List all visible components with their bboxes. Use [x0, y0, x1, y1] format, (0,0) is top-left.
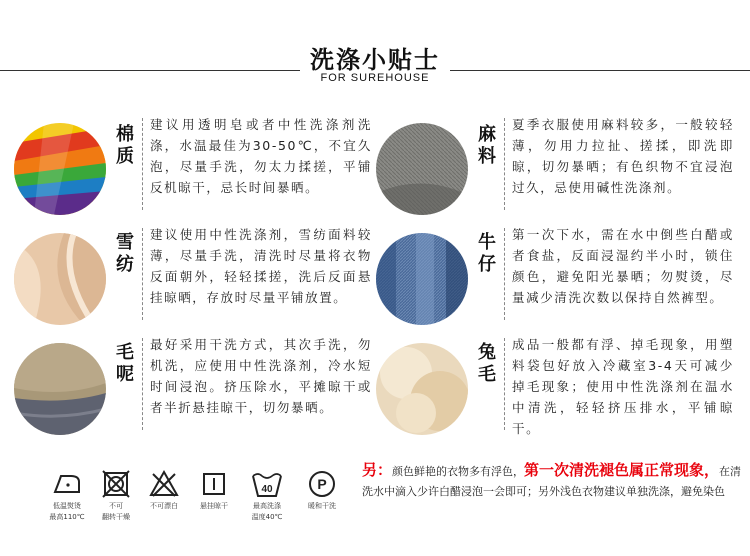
divider — [142, 338, 143, 430]
cotton-label: 棉质 — [116, 124, 134, 167]
wash-40-icon — [250, 468, 284, 500]
page-subtitle: FOR SUREHOUSE — [320, 72, 430, 84]
chiffon-swatch — [14, 233, 106, 325]
divider — [504, 118, 505, 210]
care-caption: 最高110℃ — [49, 513, 85, 521]
care-item-linen — [376, 118, 746, 223]
linen-description: 夏季衣服使用麻料较多，一般较轻薄，勿用力拉扯、搓揉，即洗即晾，切勿暴晒；有色织物不宜浸泡过久，忌使用碱性洗涤剂。 — [512, 117, 734, 195]
hang-dry-icon — [198, 468, 230, 500]
care-caption: 最高洗涤 — [253, 502, 281, 510]
care-symbol-iron — [40, 468, 94, 522]
wash-temp-badge: 40 — [261, 484, 273, 495]
care-symbol-no-tumble-dry — [96, 468, 136, 522]
care-caption: 暖和干洗 — [308, 502, 336, 510]
care-item-chiffon — [14, 228, 384, 333]
care-item-rabbit-fur — [376, 338, 746, 443]
rabbit-fur-description: 成品一般都有浮、掉毛现象，用塑料袋包好放入冷藏室3-4天可减少掉毛现象；使用中性洗涤剂在温水中清洗，轻轻挤压排水，平铺晾干。 — [512, 337, 734, 436]
rabbit-fur-label: 兔毛 — [478, 342, 496, 385]
note-highlight: 第一次清洗褪色属正常现象， — [524, 461, 720, 479]
wool-label: 毛呢 — [116, 342, 134, 385]
no-bleach-icon — [148, 468, 180, 500]
divider — [504, 338, 505, 430]
care-caption: 低温熨烫 — [53, 502, 81, 510]
iron-low-icon — [51, 468, 83, 500]
care-caption: 不可 — [109, 502, 123, 510]
no-tumble-dry-icon — [100, 468, 132, 500]
care-caption: 悬挂晾干 — [200, 502, 228, 510]
cotton-swatch — [14, 123, 106, 215]
care-item-denim — [376, 228, 746, 333]
rabbit-fur-swatch — [376, 343, 468, 435]
cotton-description: 建议用透明皂或者中性洗涤剂洗涤，水温最佳为30-50℃，不宜久泡，尽量手洗，勿太力揉搓，平铺反机晾干，忌长时间暴晒。 — [150, 117, 372, 195]
chiffon-description: 建议使用中性洗涤剂，雪纺面料较薄，尽量手洗，清洗时尽量将衣物反面朝外，轻轻揉搓，洗后反面悬挂晾晒，存放时尽量平铺放置。 — [150, 227, 372, 305]
divider — [504, 228, 505, 320]
denim-swatch — [376, 233, 468, 325]
linen-label: 麻料 — [478, 124, 496, 167]
care-symbol-hang-dry — [194, 468, 234, 511]
wool-swatch — [14, 343, 106, 435]
care-caption: 翻转干燥 — [102, 513, 130, 521]
care-symbol-no-bleach — [144, 468, 184, 511]
note-prefix: 另： — [362, 461, 393, 479]
care-item-cotton — [14, 118, 384, 223]
care-symbol-dry-clean — [300, 468, 344, 511]
dry-clean-badge: P — [317, 476, 327, 492]
note-part1: 颜色鲜艳的衣物多有浮色， — [392, 465, 525, 478]
wool-description: 最好采用干洗方式，其次手洗，勿机洗，应使用中性洗涤剂，冷水短时间浸泡。挤压除水，平摊晾干或者半折悬挂晾干，切勿暴晒。 — [150, 337, 372, 415]
dry-clean-p-icon — [306, 468, 338, 500]
washing-note — [362, 460, 742, 502]
page-title: 洗涤小贴士 — [310, 46, 440, 74]
note-part2: 在清洗水中滴入少许白醋浸泡一会即可；另外浅色衣物建议单独洗涤，避免染色 — [362, 465, 742, 498]
denim-label: 牛仔 — [478, 232, 496, 275]
divider — [142, 228, 143, 320]
chiffon-label: 雪纺 — [116, 232, 134, 275]
care-symbol-wash-40 — [244, 468, 290, 522]
linen-swatch — [376, 123, 468, 215]
denim-description: 第一次下水，需在水中倒些白醋或者食盐，反面浸湿约半小时，锁住颜色，避免阳光暴晒；勿熨烫，尽量减少清洗次数以保持自然裤型。 — [512, 227, 734, 305]
divider — [142, 118, 143, 210]
care-caption: 温度40℃ — [251, 513, 283, 521]
care-caption: 不可漂白 — [150, 502, 178, 510]
care-item-wool — [14, 338, 384, 443]
